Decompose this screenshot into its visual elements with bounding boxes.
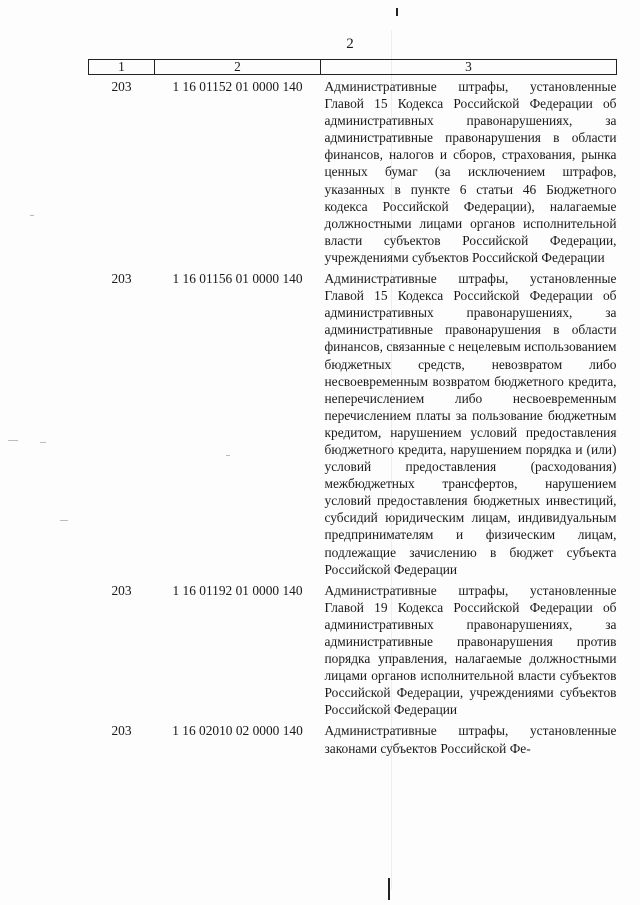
scan-speck (40, 442, 46, 443)
table-row (89, 579, 617, 720)
table-row (89, 75, 617, 268)
column-header-2: 2 (155, 60, 321, 75)
admin-code-cell: 203 (111, 582, 132, 598)
revenue-name-cell: Административные штрафы, установленные Главой 19 Кодекса Российской Федерации об административных правонарушениях, за административные правонарушения против порядка управления, налагаемые должностными лицами органов исполнительной власти субъектов Российской Федерации, учреждениями субъектов Российской Федерации (324, 582, 617, 718)
revenue-name-cell: Административные штрафы, установленные Главой 15 Кодекса Российской Федерации об административных правонарушениях, за административные правонарушения в области финансов, связанные с нецелевым использованием бюджетных средств, невозвратом либо несвоевременным возвратом бюджетного кредита, неперечислением либо несвоевременным перечислением платы за пользование бюджетным кредитом, нарушением условий предоставления бюджетного кредита, нарушением порядка и (или) условий предоставления (расходования) межбюджетных трансфертов, нарушением условий предоставления бюджетных инвестиций, субсидий юридическим лицам, индивидуальным предпринимателям и физическим лицам, подлежащие зачислению в бюджет субъекта Российской Федерации (324, 271, 617, 577)
scan-mark-top (396, 8, 398, 16)
budget-codes-table (88, 59, 617, 763)
revenue-name-cell: Административные штрафы, установленные Главой 15 Кодекса Российской Федерации об административных правонарушениях, за административные правонарушения в области финансов, налогов и сборов, страхования, рынка ценных бумаг (за исключением штрафов, указанных в пункте 6 статьи 46 Бюджетного кодекса Российской Федерации), налагаемые должностными лицами органов исполнительной власти субъектов Российской Федерации, учреждениями субъектов Российской Федерации (324, 79, 617, 265)
scan-speck (226, 455, 230, 456)
budget-classification-code-cell: 1 16 01192 01 0000 140 (172, 582, 303, 598)
table-row (89, 267, 617, 579)
revenue-name-cell: Административные штрафы, установленные законами субъектов Российской Фе- (324, 723, 617, 756)
budget-classification-code-cell: 1 16 02010 02 0000 140 (172, 723, 303, 739)
table-row (89, 719, 617, 763)
admin-code-cell: 203 (111, 271, 132, 287)
scan-speck (30, 215, 34, 216)
table-header-row (89, 60, 617, 75)
page-number: 2 (346, 36, 354, 52)
scan-mark-bottom (388, 878, 390, 900)
scan-speck (8, 440, 18, 441)
admin-code-cell: 203 (111, 723, 132, 739)
budget-classification-code-cell: 1 16 01156 01 0000 140 (172, 271, 303, 287)
budget-classification-code-cell: 1 16 01152 01 0000 140 (172, 79, 303, 94)
admin-code-cell: 203 (111, 79, 132, 94)
column-header-3: 3 (321, 60, 617, 75)
scan-speck (60, 520, 68, 521)
column-header-1: 1 (89, 60, 155, 75)
